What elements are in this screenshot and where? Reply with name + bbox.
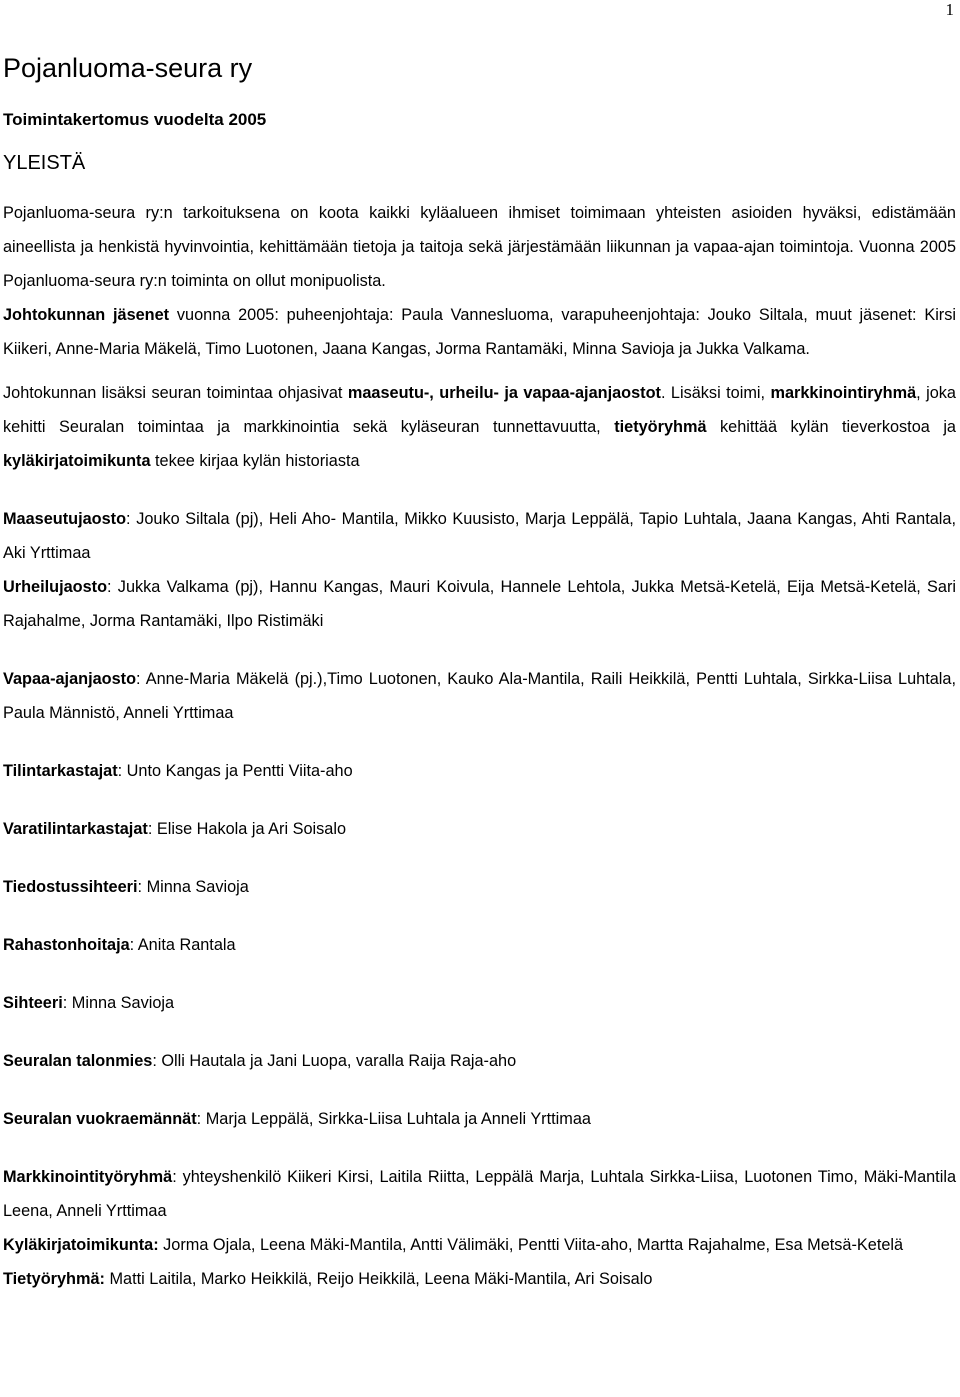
entry-text: Matti Laitila, Marko Heikkilä, Reijo Heikkilä, Leena Mäki-Mantila, Ari Soisalo — [104, 1270, 653, 1288]
entry-text: : Unto Kangas ja Pentti Viita-aho — [117, 762, 353, 780]
sections-bold-4: kyläkirjatoimikunta — [3, 452, 151, 470]
entry-label: Sihteeri — [3, 994, 63, 1012]
document-title: Pojanluoma-seura ry — [3, 53, 253, 83]
entry-maaseutujaosto — [3, 502, 956, 570]
entry-text: : Jouko Siltala (pj), Heli Aho- Mantila, Mikko Kuusisto, Marja Leppälä, Tapio Luhtala, Jaana Kangas, Ahti Rantala, Aki Yrttimaa — [3, 510, 956, 562]
entry-label: Seuralan vuokraemännät — [3, 1110, 197, 1128]
entry-label: Tiedostussihteeri — [3, 878, 138, 896]
board-paragraph — [3, 298, 956, 366]
entry-text: : yhteyshenkilö Kiikeri Kirsi, Laitila Riitta, Leppälä Marja, Luhtala Sirkka-Liisa, Luotonen Timo, Mäki-Mantila Leena, Anneli Yrttimaa — [3, 1168, 956, 1220]
entry-label: Tietyöryhmä: — [3, 1270, 105, 1288]
entry-label: Rahastonhoitaja — [3, 936, 130, 954]
entry-label: Vapaa-ajanjaosto — [3, 670, 137, 688]
entry-text: : Minna Savioja — [137, 878, 249, 896]
entry-urheilujaosto — [3, 570, 956, 638]
sections-bold-3: tietyöryhmä — [614, 418, 707, 436]
page-number: 1 — [945, 0, 954, 19]
entry-rahastonhoitaja — [3, 928, 956, 962]
document-body — [3, 50, 956, 1296]
entry-kylakirjatoimikunta — [3, 1228, 956, 1262]
entry-text: : Olli Hautala ja Jani Luopa, varalla Raija Raja-aho — [152, 1052, 517, 1070]
sections-text-5: tekee kirjaa kylän historiasta — [150, 452, 360, 470]
sections-text-3: , joka kehitti Seuralan toimintaa ja markkinointia sekä kyläseuran tunnettavuutta, — [3, 384, 956, 436]
entry-label: Maaseutujaosto — [3, 510, 127, 528]
entry-vapaa-ajanjaosto — [3, 662, 956, 730]
board-text: vuonna 2005: puheenjohtaja: Paula Vannesluoma, varapuheenjohtaja: Jouko Siltala, muut jäsenet: Kirsi Kiikeri, Anne-Maria Mäkelä, Timo Luotonen, Jaana Kangas, Jorma Rantamäki, Minna Savioja ja Jukka Valkama. — [3, 306, 956, 358]
entry-talonmies — [3, 1044, 956, 1078]
entry-label: Varatilintarkastajat — [3, 820, 148, 838]
entry-text: : Marja Leppälä, Sirkka-Liisa Luhtala ja Anneli Yrttimaa — [196, 1110, 591, 1128]
document-subtitle: Toimintakertomus vuodelta 2005 — [3, 110, 267, 129]
entry-sihteeri — [3, 986, 956, 1020]
entry-varatilintarkastajat — [3, 812, 956, 846]
entry-label: Kyläkirjatoimikunta: — [3, 1236, 159, 1254]
sections-text-4: kehittää kylän tieverkostoa ja — [706, 418, 956, 436]
entry-label: Urheilujaosto — [3, 578, 108, 596]
entry-label: Seuralan talonmies — [3, 1052, 153, 1070]
section-heading: YLEISTÄ — [3, 152, 86, 174]
entry-tiedostussihteeri — [3, 870, 956, 904]
entry-tilintarkastajat — [3, 754, 956, 788]
sections-bold-2: markkinointiryhmä — [770, 384, 917, 402]
sections-text-1: Johtokunnan lisäksi seuran toimintaa ohjasivat — [3, 384, 348, 402]
entry-text: Jorma Ojala, Leena Mäki-Mantila, Antti Välimäki, Pentti Viita-aho, Martta Rajahalme, Esa Metsä-Ketelä — [158, 1236, 904, 1254]
entry-markkinointityoryhma — [3, 1160, 956, 1228]
entry-label: Markkinointityöryhmä — [3, 1168, 173, 1186]
entry-text: : Anne-Maria Mäkelä (pj.),Timo Luotonen, Kauko Ala-Mantila, Raili Heikkilä, Pentti Luhtala, Sirkka-Liisa Luhtala, Paula Männistö, Anneli Yrttimaa — [3, 670, 956, 722]
sections-bold-1: maaseutu-, urheilu- ja vapaa-ajanjaostot — [347, 384, 661, 402]
entry-vuokraemannat — [3, 1102, 956, 1136]
entry-label: Tilintarkastajat — [3, 762, 118, 780]
board-label: Johtokunnan jäsenet — [3, 306, 170, 324]
entry-text: : Anita Rantala — [129, 936, 236, 954]
intro-paragraph: Pojanluoma-seura ry:n tarkoituksena on koota kaikki kyläalueen ihmiset toimimaan yhteisten asioiden hyväksi, edistämään aineellista ja henkistä hyvinvointia, kehittämään tietoja ja taitoja sekä järjestämään liikunnan ja vapaa-ajan toimintoja. Vuonna 2005 Pojanluoma-seura ry:n toiminta on ollut monipuolista. — [3, 204, 956, 290]
entry-text: : Jukka Valkama (pj), Hannu Kangas, Mauri Koivula, Hannele Lehtola, Jukka Metsä-Ketelä, Eija Metsä-Ketelä, Sari Rajahalme, Jorma Rantamäki, Ilpo Ristimäki — [3, 578, 956, 630]
sections-paragraph — [3, 376, 956, 478]
entry-tietyoryhma — [3, 1262, 956, 1296]
entry-text: : Minna Savioja — [62, 994, 175, 1012]
sections-text-2: . Lisäksi toimi, — [660, 384, 771, 402]
entry-text: : Elise Hakola ja Ari Soisalo — [147, 820, 346, 838]
